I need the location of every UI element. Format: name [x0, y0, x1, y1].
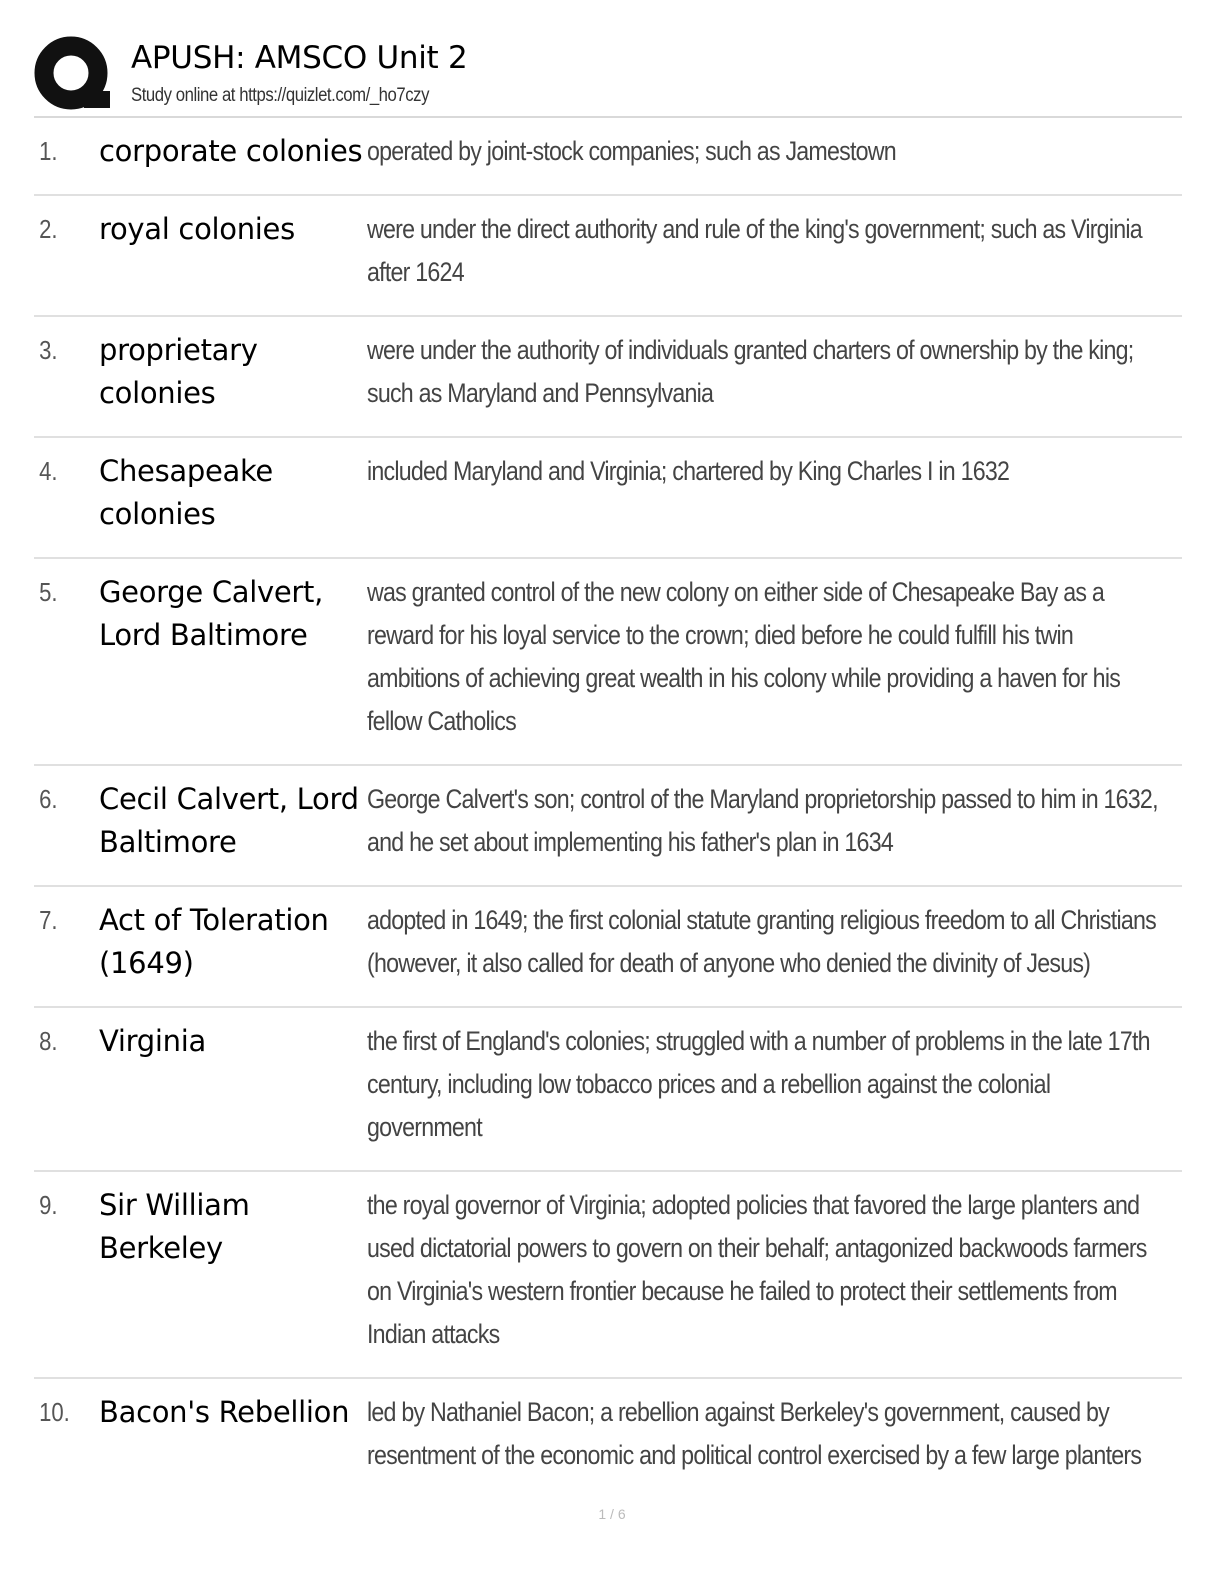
term-definition: adopted in 1649; the first colonial statute granting religious freedom to all Christians (however, it also called for death of anyone who denied the divinity of Jesus) [367, 905, 1156, 978]
page-header [34, 34, 1182, 116]
term-row [34, 887, 1182, 1008]
term-number: 10. [39, 1397, 70, 1427]
term-text: proprietary colonies [99, 333, 258, 410]
term-number: 5. [39, 577, 58, 607]
term-row [34, 766, 1182, 887]
term-row [34, 196, 1182, 317]
term-text: corporate colonies [99, 134, 363, 168]
term-number: 8. [39, 1026, 58, 1056]
term-number: 9. [39, 1190, 58, 1220]
term-row [34, 559, 1182, 766]
term-text: Act of Toleration (1649) [99, 903, 329, 980]
term-number: 3. [39, 335, 58, 365]
term-text: George Calvert, Lord Baltimore [99, 575, 324, 652]
term-text: Cecil Calvert, Lord Baltimore [99, 782, 359, 859]
term-row [34, 1379, 1182, 1498]
term-definition: were under the direct authority and rule of the king's government; such as Virginia after 1624 [367, 214, 1142, 287]
quizlet-q-logo-icon [34, 36, 112, 114]
page-title: APUSH: AMSCO Unit 2 [131, 40, 468, 76]
term-definition: was granted control of the new colony on either side of Chesapeake Bay as a reward for his loyal service to the crown; died before he could fulfill his twin ambitions of achieving great wealth in his colony while providing a haven for his fellow Catholics [367, 577, 1121, 736]
term-row [34, 118, 1182, 196]
term-number: 1. [39, 136, 58, 166]
term-number: 2. [39, 214, 58, 244]
term-list [34, 118, 1182, 1498]
term-row [34, 1172, 1182, 1379]
term-definition: George Calvert's son; control of the Maryland proprietorship passed to him in 1632, and he set about implementing his father's plan in 1634 [367, 784, 1158, 857]
term-text: Virginia [99, 1024, 206, 1058]
term-definition: led by Nathaniel Bacon; a rebellion against Berkeley's government, caused by resentment of the economic and political control exercised by a few large planters [367, 1397, 1142, 1470]
page-number: 1 / 6 [598, 1506, 626, 1522]
term-definition: the first of England's colonies; struggled with a number of problems in the late 17th century, including low tobacco prices and a rebellion against the colonial government [367, 1026, 1150, 1142]
term-number: 4. [39, 456, 58, 486]
term-definition: included Maryland and Virginia; chartered by King Charles I in 1632 [367, 456, 1010, 486]
term-row [34, 1008, 1182, 1172]
term-text: Bacon's Rebellion [99, 1395, 350, 1429]
term-definition: were under the authority of individuals granted charters of ownership by the king; such as Maryland and Pennsylvania [367, 335, 1134, 408]
term-definition: the royal governor of Virginia; adopted policies that favored the large planters and used dictatorial powers to govern on their behalf; antagonized backwoods farmers on Virginia's western frontier because he failed to protect their settlements from Indian attacks [367, 1190, 1147, 1349]
term-number: 6. [39, 784, 58, 814]
term-definition: operated by joint-stock companies; such as Jamestown [367, 136, 896, 166]
study-online-link[interactable]: Study online at https://quizlet.com/_ho7czy [131, 85, 430, 106]
term-text: Sir William Berkeley [99, 1188, 250, 1265]
term-text: Chesapeake colonies [99, 454, 273, 531]
term-row [34, 317, 1182, 438]
term-number: 7. [39, 905, 58, 935]
term-row [34, 438, 1182, 559]
term-text: royal colonies [99, 212, 295, 246]
